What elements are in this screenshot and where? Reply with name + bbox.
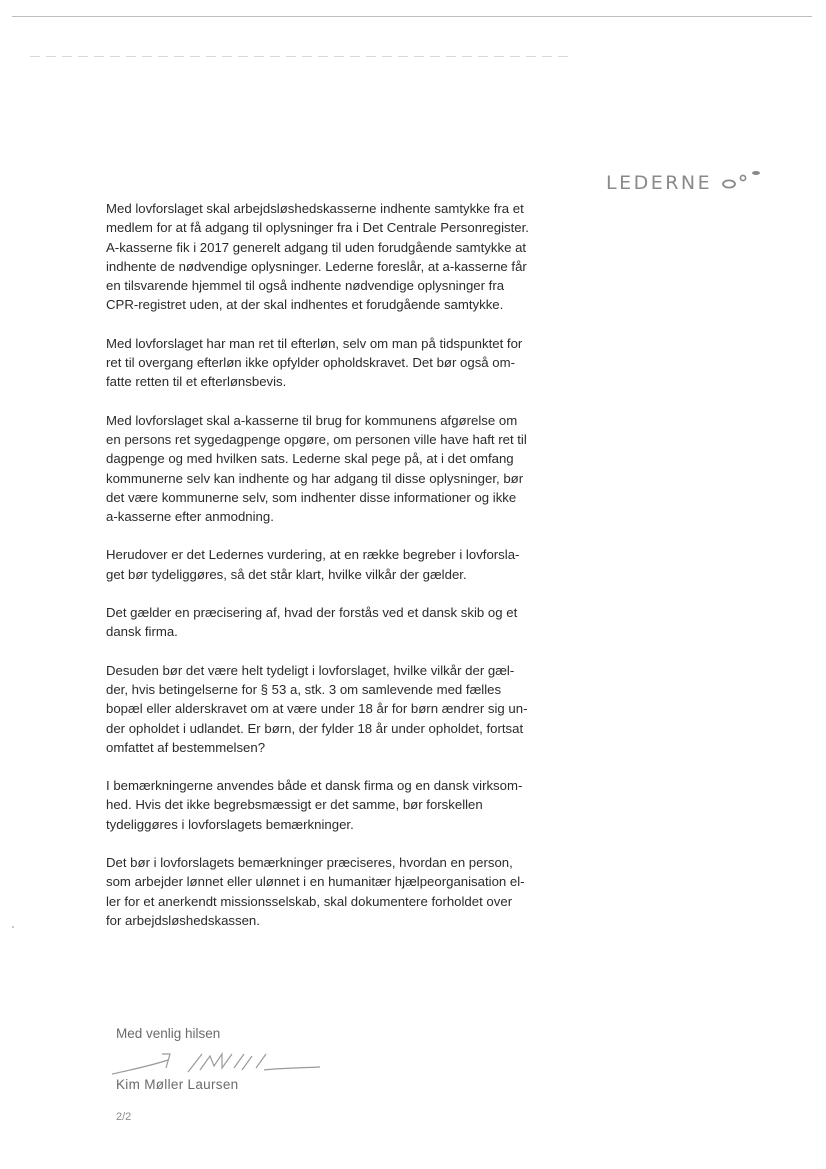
paragraph-firma-virksomhed: I bemærkningerne anvendes både et dansk firma og en dansk virksom- hed. Hvis det ikke begrebsmæssigt er det samme, bør forskellen tydeliggøres i lovforslagets bemærkninger. xyxy=(106,778,523,832)
paragraph-samlevende: Desuden bør det være helt tydeligt i lovforslaget, hvilke vilkår der gæl- der, hvis betingelserne for § 53 a, stk. 3 om samlevende med fælles bopæl eller alderskravet om at være under 18 år for børn ændrer sig un- der opholdet i udlandet. Er børn, der fylder 18 år under opholdet, fortsat omfattet af bestemmelsen? xyxy=(106,662,528,755)
page-number: 2/2 xyxy=(116,1111,132,1123)
paragraph-sygedagpenge: Med lovforslaget skal a-kasserne til brug for kommunens afgørelse om en persons ret sygedagpenge opgøre, om personen ville have haft ret til dagpenge og med hvilken sats. Lederne skal pege på, at i det omfang kommunerne selv kan indhente og har adgang til disse oplysninger, bør det være kommunerne selv, som indhenter disse informationer og ikke a-kasserne efter anmodning. xyxy=(106,412,527,525)
closing-greeting: Med venlig hilsen xyxy=(116,1026,221,1041)
signer-name: Kim Møller Laursen xyxy=(116,1077,239,1092)
handwritten-signature xyxy=(110,1046,330,1080)
paragraph-humanitaer: Det bør i lovforslagets bemærkninger præciseres, hvordan en person, som arbejder lønnet eller ulønnet i en humanitær hjælpeorganisation el- ler for et anerkendt missionsselskab, skal dokumentere forholdet over for arbejdsløshedskassen. xyxy=(106,855,525,928)
paragraph-begreber: Herudover er det Ledernes vurdering, at en række begreber i lovforsla- get bør tydeliggøres, så det står klart, hvilke vilkår der gælder. xyxy=(106,547,520,582)
lederne-logo xyxy=(606,168,776,198)
paragraph-efterlon: Med lovforslaget har man ret til efterløn, selv om man på tidspunktet for ret til overgang efterløn ikke opfylder opholdskravet. Det bør også om- fatte retten til et efterlønsbevis. xyxy=(106,335,523,390)
logo-text: LEDERNE xyxy=(606,172,713,194)
scan-edge-line xyxy=(12,16,812,17)
scan-speck xyxy=(12,926,14,928)
paragraph-dansk-skib: Det gælder en præcisering af, hvad der forstås ved et dansk skib og et dansk firma. xyxy=(106,605,518,640)
logo-dots-icon xyxy=(720,168,772,192)
paragraph-cpr-consent: Med lovforslaget skal arbejdsløshedskasserne indhente samtykke fra et medlem for at få adgang til oplysninger fra i Det Centrale Personregister. A-kasserne fik i 2017 generelt adgang til uden forudgående samtykke at indhente de nødvendige oplysninger. Lederne foreslår, at a-kasserne får en tilsvarende hjemmel til også indhente nødvendige oplysninger fra CPR-registret uden, at der skal indhentes et forudgående samtykke. xyxy=(106,201,529,313)
letter-body xyxy=(106,199,566,930)
scan-artifact-line xyxy=(30,56,570,57)
